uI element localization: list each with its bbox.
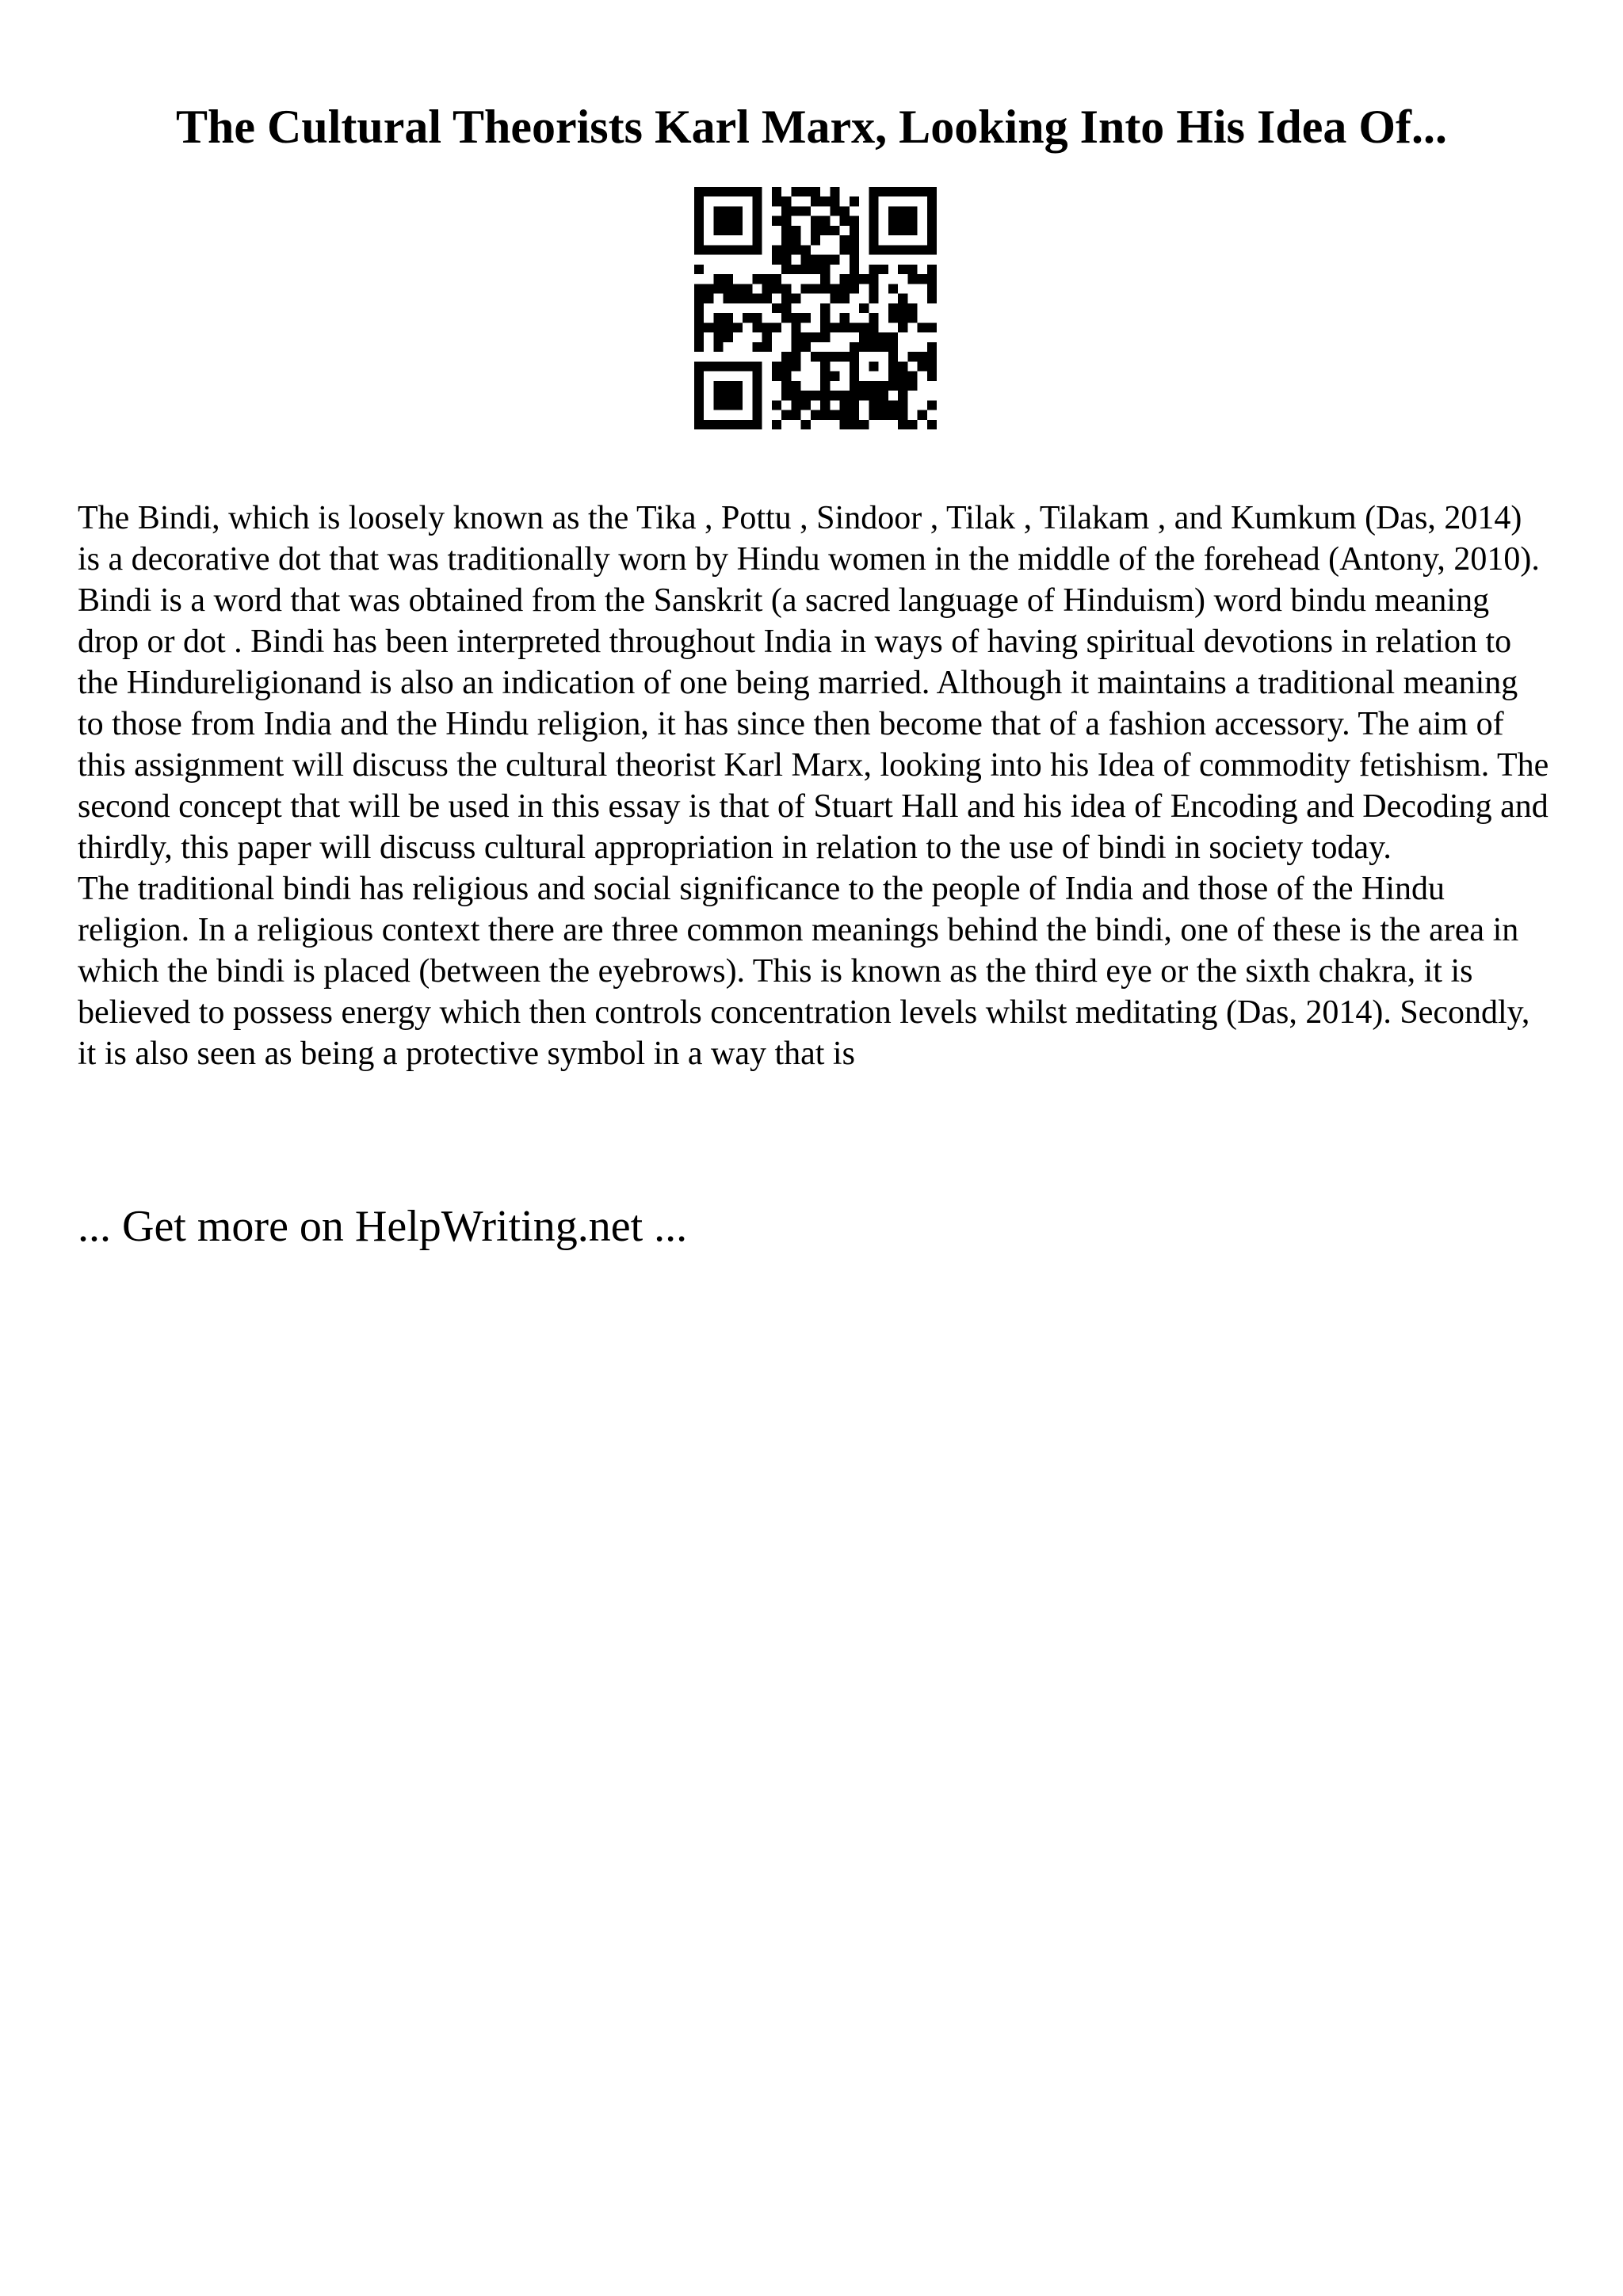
document-body [78,498,1552,1074]
body-paragraph-1: The Bindi, which is loosely known as the Tika , Pottu , Sindoor , Tilak , Tilakam , and Kumkum (Das, 2014) is a decorative dot that was traditionally worn by Hindu women in the middle of the forehead (Antony, 2010). Bindi is a word that was obtained from the Sanskrit (a sacred language of Hinduism) word bindu meaning drop or dot . Bindi has been interpreted throughout India in ways of having spiritual devotions in relation to the Hindureligionand is also an indication of one being married. Although it maintains a traditional meaning to those from India and the Hindu religion, it has since then become that of a fashion accessory. The aim of this assignment will discuss the cultural theorist Karl Marx, looking into his Idea of commodity fetishism. The second concept that will be used in this essay is that of Stuart Hall and his idea of Encoding and Decoding and thirdly, this paper will discuss cultural appropriation in relation to the use of bindi in society today. [78,500,1549,866]
get-more-link[interactable]: ... Get more on HelpWriting.net ... [78,1202,688,1251]
body-paragraph-2: The traditional bindi has religious and social significance to the people of India and those of the Hindu religion. In a religious context there are three common meanings behind the bindi, one of these is the area in which the bindi is placed (between the eyebrows). This is known as the third eye or the sixth chakra, it is believed to possess energy which then controls concentration levels whilst meditating (Das, 2014). Secondly, it is also seen as being a protective symbol in a way that is [78,871,1530,1072]
qr-code-icon [694,187,937,429]
document-title: The Cultural Theorists Karl Marx, Looking Into His Idea Of... [175,101,1447,153]
